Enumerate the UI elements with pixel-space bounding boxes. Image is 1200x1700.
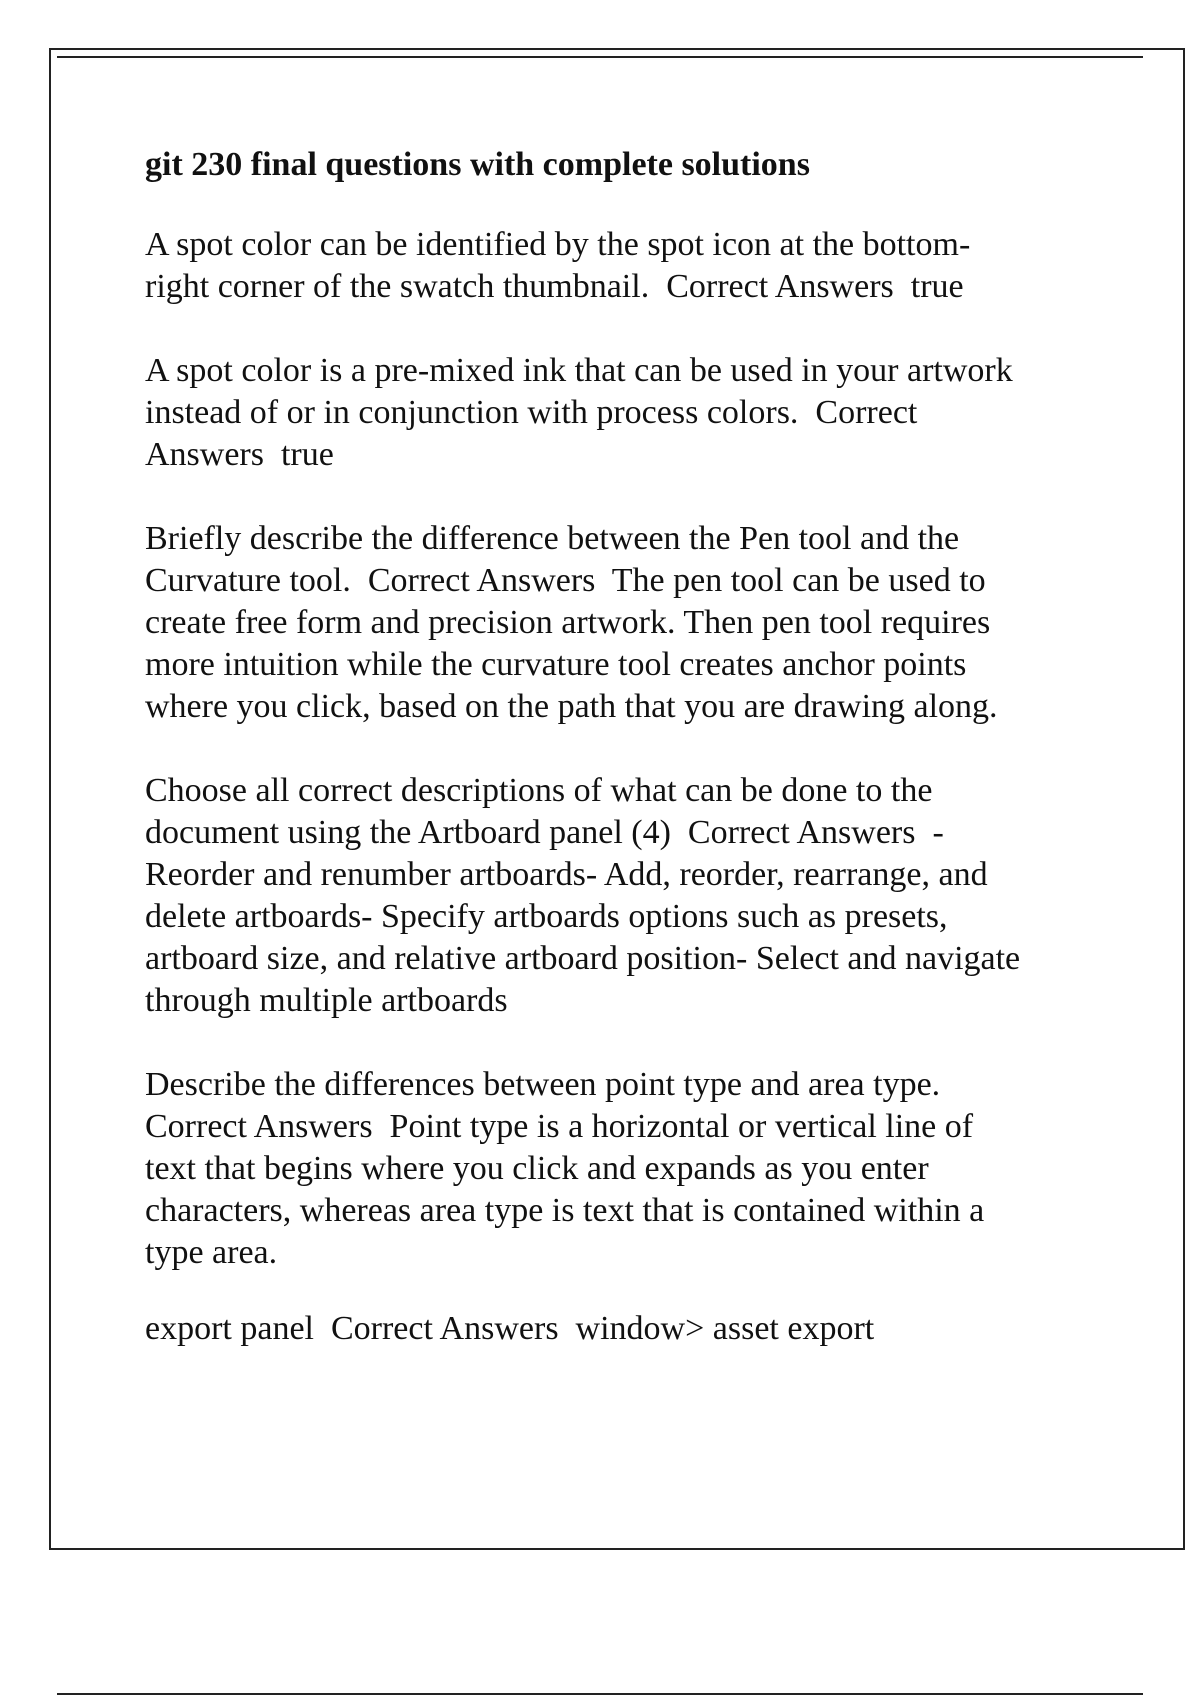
top-rule [57, 56, 1143, 58]
document-title: git 230 final questions with complete solutions [145, 146, 810, 183]
qa-entry-spot-color-icon: A spot color can be identified by the spot icon at the bottom- right corner of the swatch thumbnail. Correct Answers true [145, 226, 971, 305]
qa-entry-export-panel: export panel Correct Answers window> asset export [145, 1310, 875, 1347]
bottom-rule [57, 1693, 1143, 1695]
qa-entry-spot-color-ink: A spot color is a pre-mixed ink that can be used in your artwork instead of or in conjunction with process colors. Correct Answers true [145, 352, 1013, 473]
qa-entry-point-vs-area-type: Describe the differences between point type and area type. Correct Answers Point type is a horizontal or vertical line of text that begins where you click and expands as you enter characters, whereas area type is text that is contained within a type area. [145, 1066, 985, 1271]
document-body [145, 144, 1105, 1392]
qa-entry-artboard-panel: Choose all correct descriptions of what can be done to the document using the Artboard panel (4) Correct Answers - Reorder and renumber artboards- Add, reorder, rearrange, and delete artboards- Specify artboards options such as presets, artboard size, and relative artboard position- Select and navigate through multiple artboards [145, 772, 1021, 1019]
qa-entry-pen-vs-curvature: Briefly describe the difference between the Pen tool and the Curvature tool. Correct Answers The pen tool can be used to create free form and precision artwork. Then pen tool requires more intuition while the curvature tool creates anchor points where you click, based on the path that you are drawing along. [145, 520, 998, 725]
